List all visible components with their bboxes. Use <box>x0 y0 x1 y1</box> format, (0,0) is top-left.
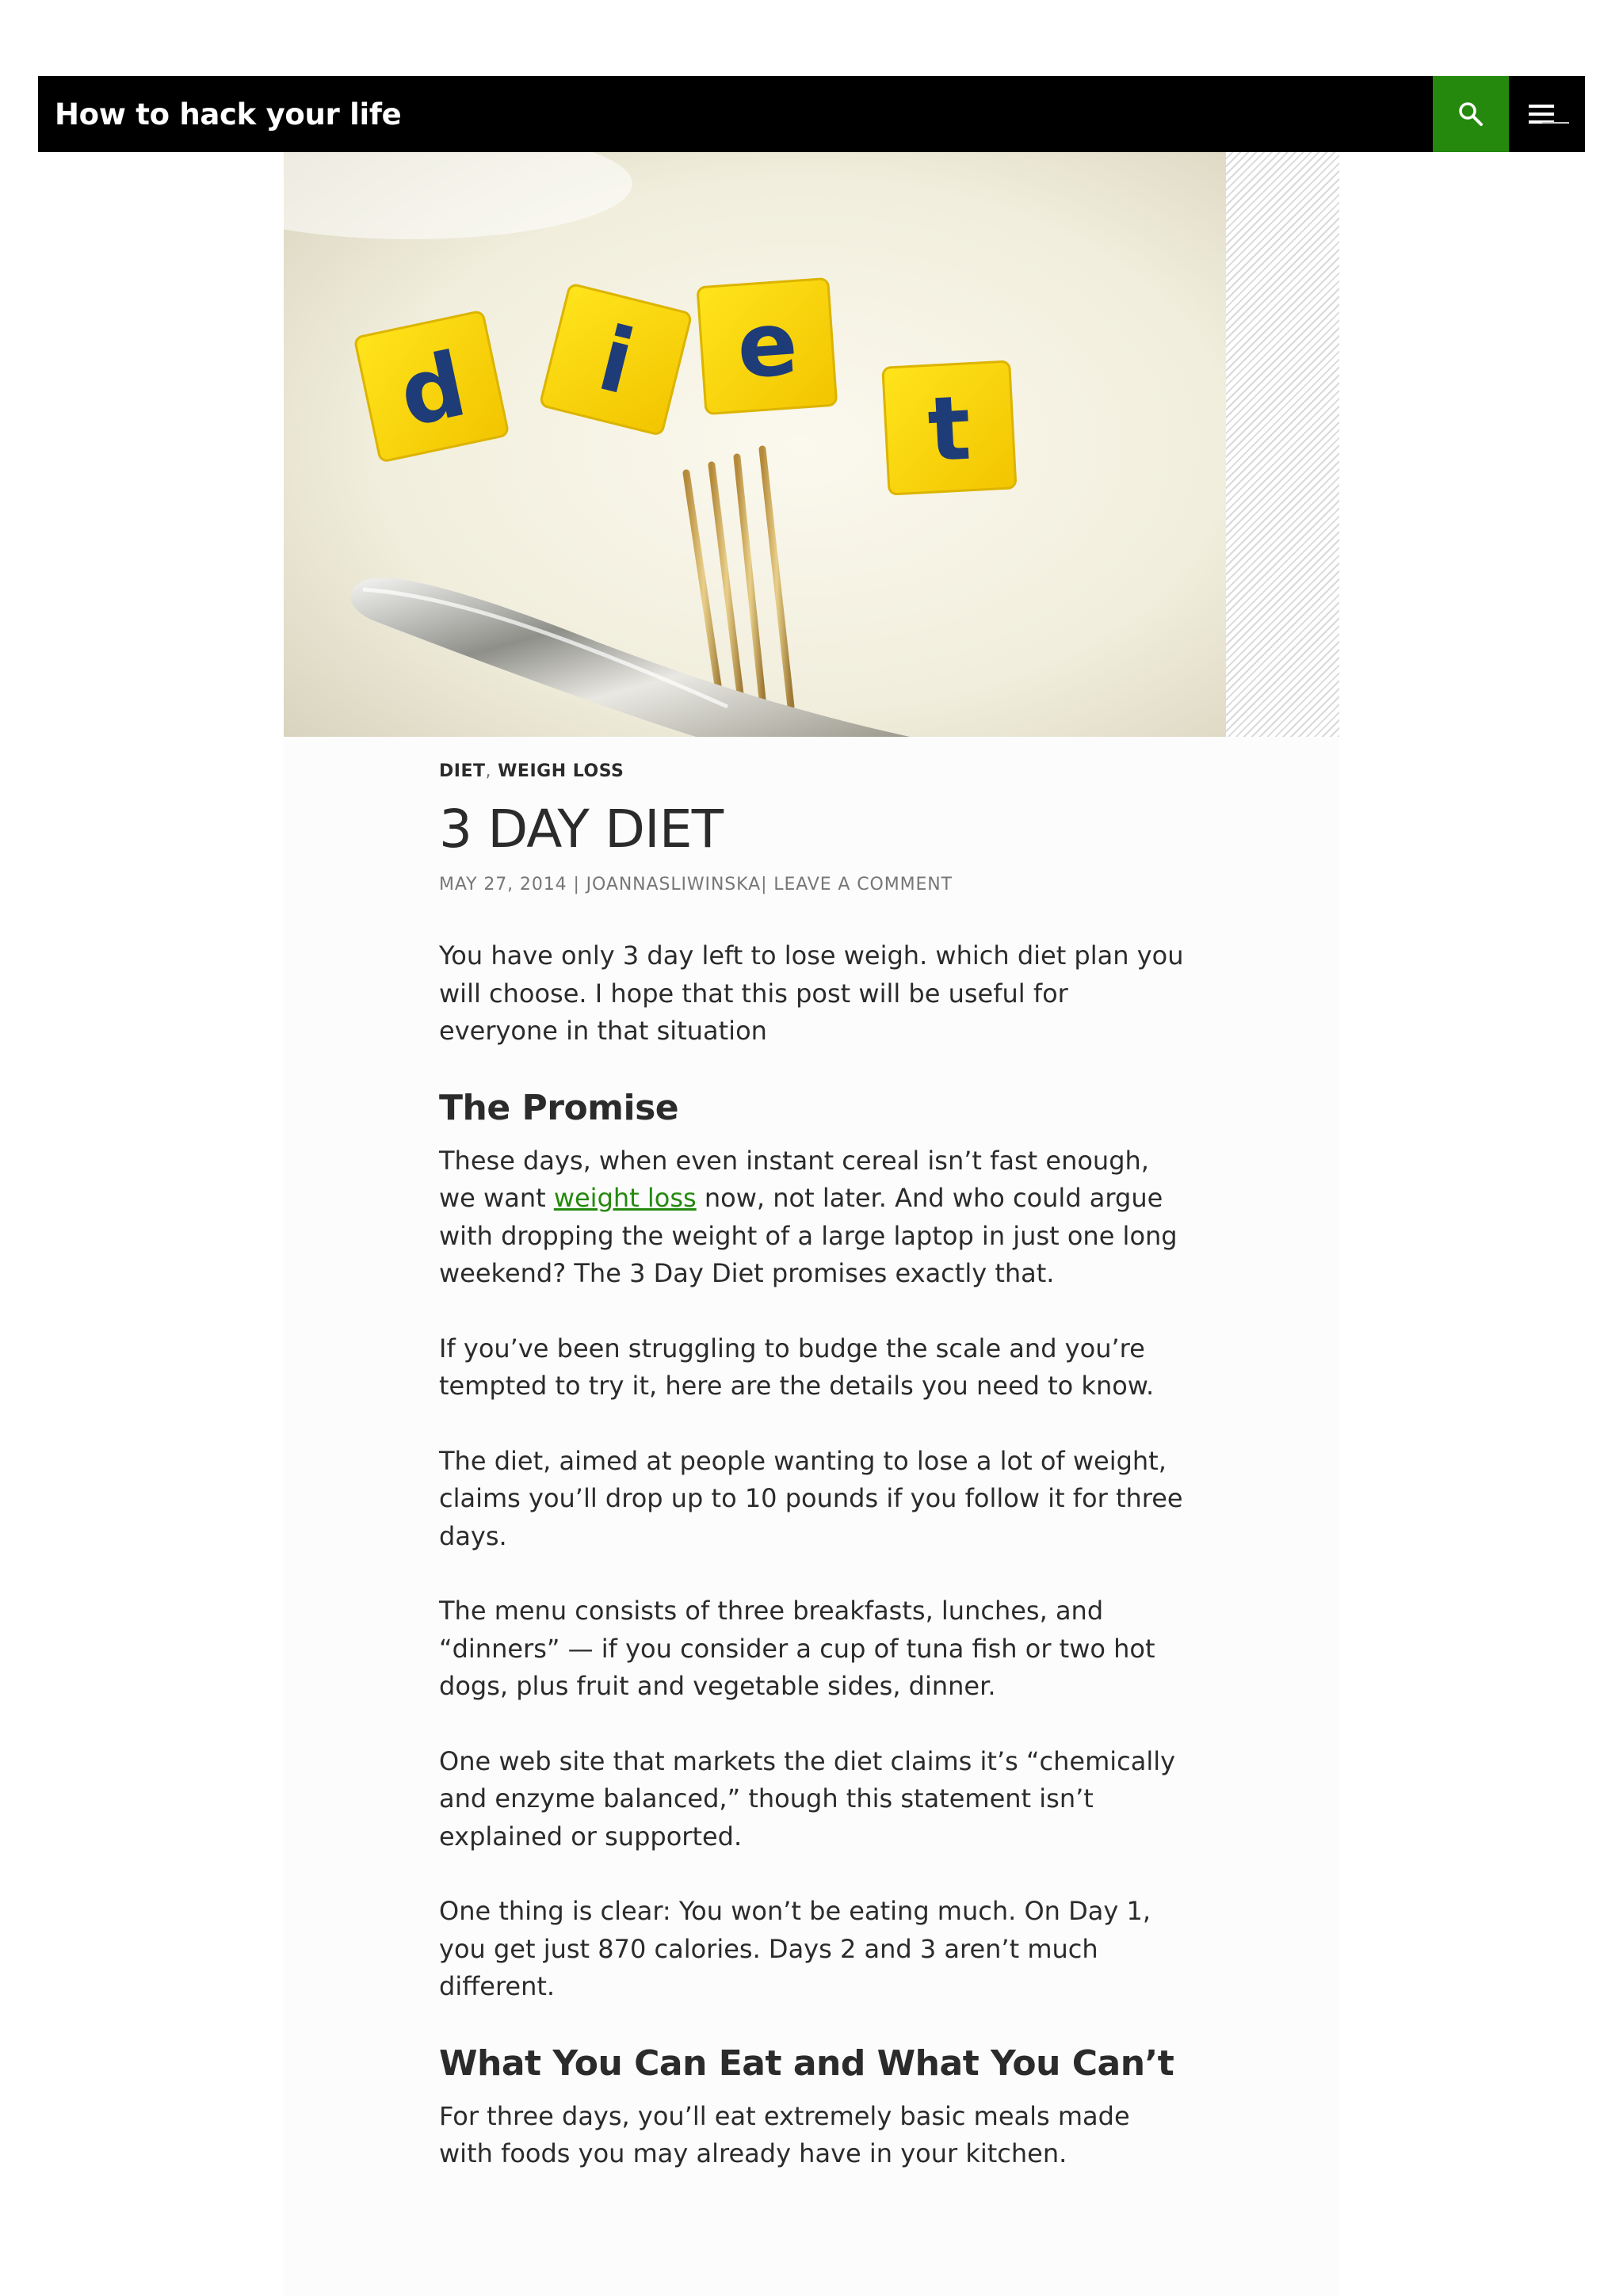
category-links: DIET, WEIGH LOSS <box>439 761 624 781</box>
post-title: 3 DAY DIET <box>439 798 724 860</box>
site-title-link[interactable]: How to hack your life <box>55 97 402 132</box>
search-icon <box>1457 101 1484 128</box>
svg-text:e: e <box>733 292 801 399</box>
svg-text:i: i <box>589 307 643 415</box>
intro-paragraph: You have only 3 day left to lose weigh. which diet plan you will choose. I hope that this post will be useful for everyone in that situation <box>439 940 1184 1047</box>
section-heading-what-you-can-eat: What You Can Eat and What You Can’t <box>439 2042 1174 2084</box>
post-date-link[interactable]: MAY 27, 2014 <box>439 875 567 895</box>
paragraph-6: One thing is clear: You won’t be eating much. On Day 1, you get just 870 calories. Days 2 and 3 aren’t much different. <box>439 1896 1151 2002</box>
paragraph-1: These days, when even instant cereal isn’t fast enough, we want weight loss now, not later. And who could argue with dropping the weight of a large laptop in just one long weekend? The 3 Day Diet promises exactly that. <box>439 1145 1178 1289</box>
paragraph-7: For three days, you’ll eat extremely basic meals made with foods you may already have in your kitchen. <box>439 2100 1130 2169</box>
post-meta: MAY 27, 2014 | JOANNASLIWINSKA| LEAVE A COMMENT <box>439 875 953 895</box>
weight-loss-link[interactable]: weight loss <box>553 1183 697 1214</box>
svg-text:d: d <box>391 333 475 448</box>
diet-photo <box>284 152 1226 737</box>
paragraph-4: The menu consists of three breakfasts, lunches, and “dinners” — if you consider a cup of tuna fish or two hot dogs, plus fruit and vegetable sides, dinner. <box>439 1596 1155 1702</box>
svg-text:t: t <box>925 376 974 482</box>
menu-icon <box>1529 105 1554 124</box>
category-link-weigh-loss[interactable]: WEIGH LOSS <box>498 761 624 781</box>
paragraph-3: The diet, aimed at people wanting to lose a lot of weight, claims you’ll drop up to 10 pounds if you follow it for three days. <box>439 1445 1183 1551</box>
post-article <box>439 761 1187 2210</box>
site-header <box>38 76 1585 152</box>
paragraph-2: If you’ve been struggling to budge the scale and you’re tempted to try it, here are the details you need to know. <box>439 1333 1155 1402</box>
post-content <box>439 937 1187 2172</box>
category-link-diet[interactable]: DIET <box>439 761 486 781</box>
section-heading-promise: The Promise <box>439 1087 679 1128</box>
menu-toggle-button[interactable] <box>1509 76 1585 152</box>
featured-image[interactable] <box>284 152 1339 737</box>
paragraph-5: One web site that markets the diet claims it’s “chemically and enzyme balanced,” though this statement isn’t explained or supported. <box>439 1745 1176 1852</box>
search-toggle-button[interactable] <box>1433 76 1509 152</box>
leave-comment-link[interactable]: LEAVE A COMMENT <box>773 875 953 895</box>
post-author-link[interactable]: JOANNASLIWINSKA <box>586 875 762 895</box>
